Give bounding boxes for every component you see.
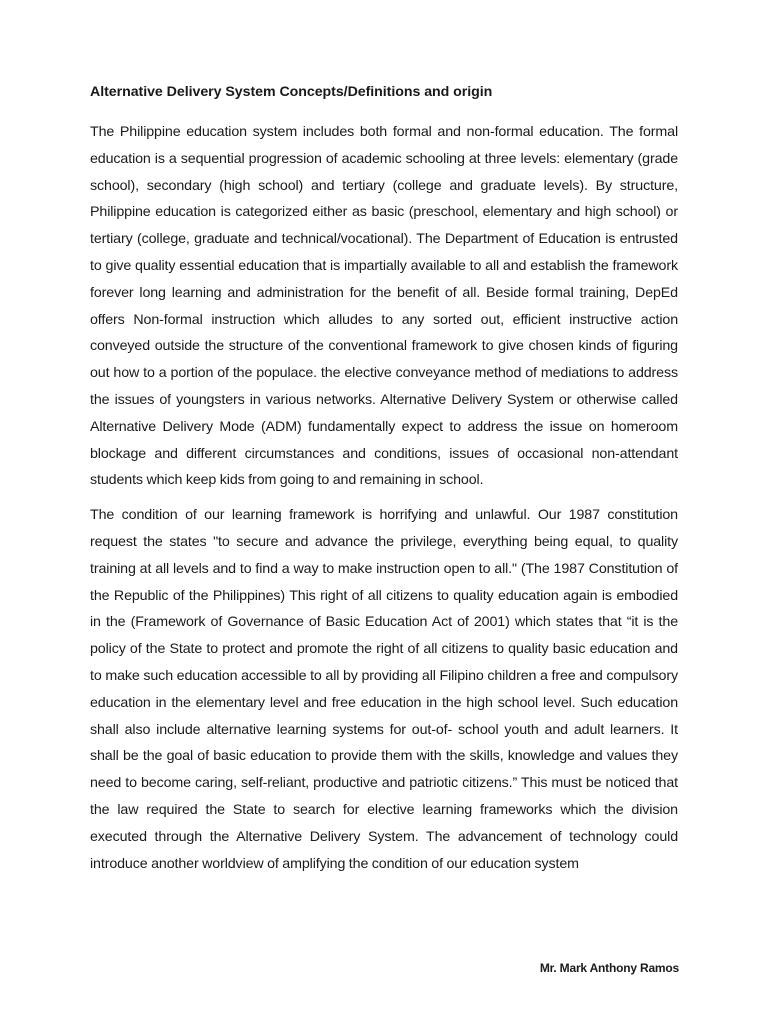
paragraph-1: The Philippine education system includes both formal and non-formal education. The formal education is a sequential progression of academic schooling at three levels: elementary (grade school), secondary (high school) and tertiary (college and graduate levels). By structure, Philippine education is categorized either as basic (preschool, elementary and high school) or tertiary (college, graduate and technical/vocational). The Department of Education is entrusted to give quality essential education that is impartially available to all and establish the framework forever long learning and administration for the benefit of all. Beside formal training, DepEd offers Non-formal instruction which alludes to any sorted out, efficient instructive action conveyed outside the structure of the conventional framework to give chosen kinds of figuring out how to a portion of the populace. the elective conveyance method of mediations to address the issues of youngsters in various networks. Alternative Delivery System or otherwise called Alternative Delivery Mode (ADM) fundamentally expect to address the issue on homeroom blockage and different circumstances and conditions, issues of occasional non-attendant students which keep kids from going to and remaining in school. bbox=[90, 124, 678, 489]
document-title: Alternative Delivery System Concepts/Definitions and origin bbox=[90, 84, 493, 100]
author-name: Mr. Mark Anthony Ramos bbox=[539, 961, 679, 975]
document-page bbox=[90, 82, 678, 885]
paragraph-2: The condition of our learning framework is horrifying and unlawful. Our 1987 constitution request the states "to secure and advance the privilege, everything being equal, to quality training at all levels and to find a way to make instruction open to all." (The 1987 Constitution of the Republic of the Philippines) This right of all citizens to quality education again is embodied in the (Framework of Governance of Basic Education Act of 2001) which states that “it is the policy of the State to protect and promote the right of all citizens to quality basic education and to make such education accessible to all by providing all Filipino children a free and compulsory education in the elementary level and free education in the high school level. Such education shall also include alternative learning systems for out-of- school youth and adult learners. It shall be the goal of basic education to provide them with the skills, knowledge and values they need to become caring, self-reliant, productive and patriotic citizens.” This must be noticed that the law required the State to search for elective learning frameworks which the division executed through the Alternative Delivery System. The advancement of technology could introduce another worldview of amplifying the condition of our education system bbox=[90, 507, 678, 872]
